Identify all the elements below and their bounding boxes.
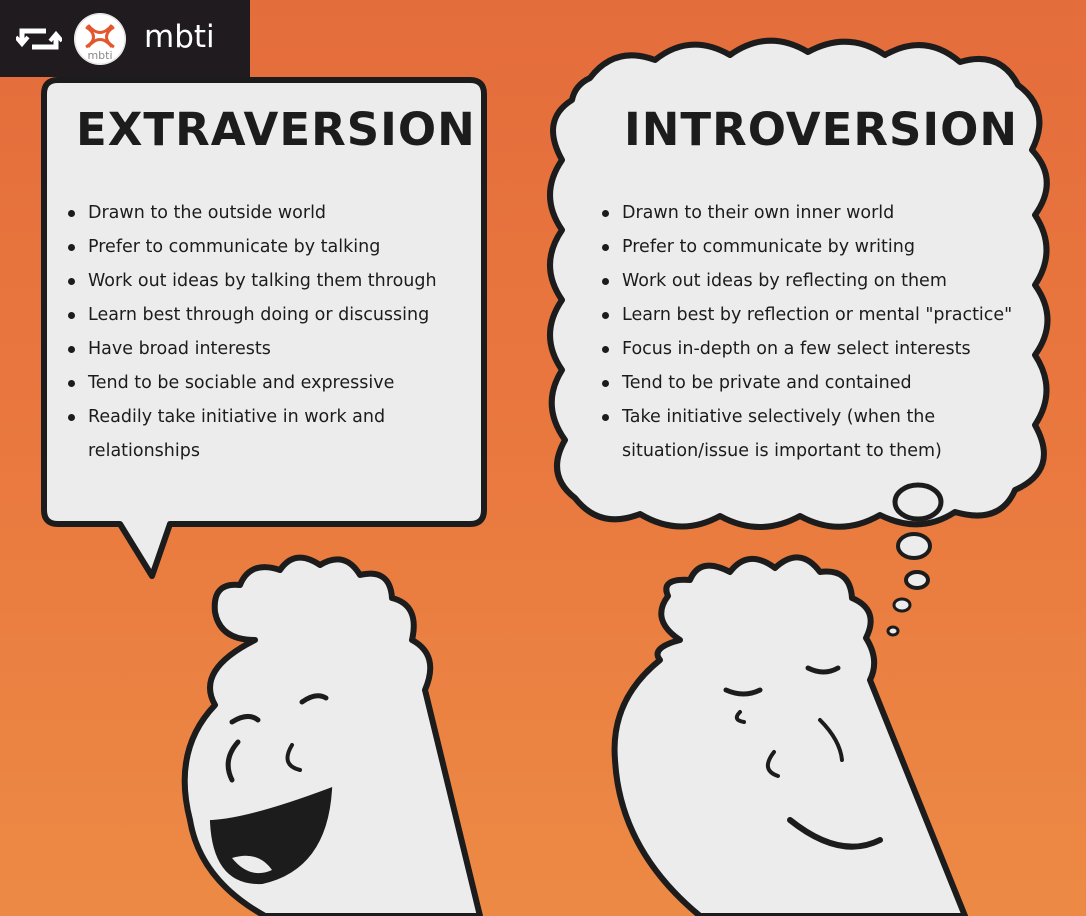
list-item: Tend to be private and contained (600, 366, 1030, 400)
thought-dot-small (888, 627, 898, 635)
account-handle[interactable]: mbti (144, 19, 215, 55)
introversion-list (600, 196, 1030, 468)
list-item: Work out ideas by talking them through (66, 264, 476, 298)
introvert-character (615, 557, 965, 916)
extravert-character (185, 558, 480, 916)
list-item: Prefer to communicate by writing (600, 230, 1030, 264)
thought-dot (898, 534, 930, 558)
avatar-label: mbti (87, 49, 113, 62)
list-item: Have broad interests (66, 332, 476, 366)
extraversion-title: EXTRAVERSION (76, 103, 476, 156)
list-item: Learn best by reflection or mental "practice" (600, 298, 1030, 332)
list-item: Drawn to their own inner world (600, 196, 1030, 230)
thought-dot (894, 599, 910, 611)
list-item: Tend to be sociable and expressive (66, 366, 476, 400)
extraversion-list (66, 196, 476, 468)
list-item: Take initiative selectively (when the situation/issue is important to them) (600, 400, 967, 468)
thought-dot-large (895, 485, 941, 519)
list-item: Focus in-depth on a few select interests (600, 332, 1030, 366)
list-item: Readily take initiative in work and relationships (66, 400, 408, 468)
list-item: Drawn to the outside world (66, 196, 476, 230)
introversion-title: INTROVERSION (624, 103, 1019, 156)
list-item: Prefer to communicate by talking (66, 230, 476, 264)
thought-dot (906, 572, 928, 588)
list-item: Work out ideas by reflecting on them (600, 264, 1030, 298)
list-item: Learn best through doing or discussing (66, 298, 476, 332)
